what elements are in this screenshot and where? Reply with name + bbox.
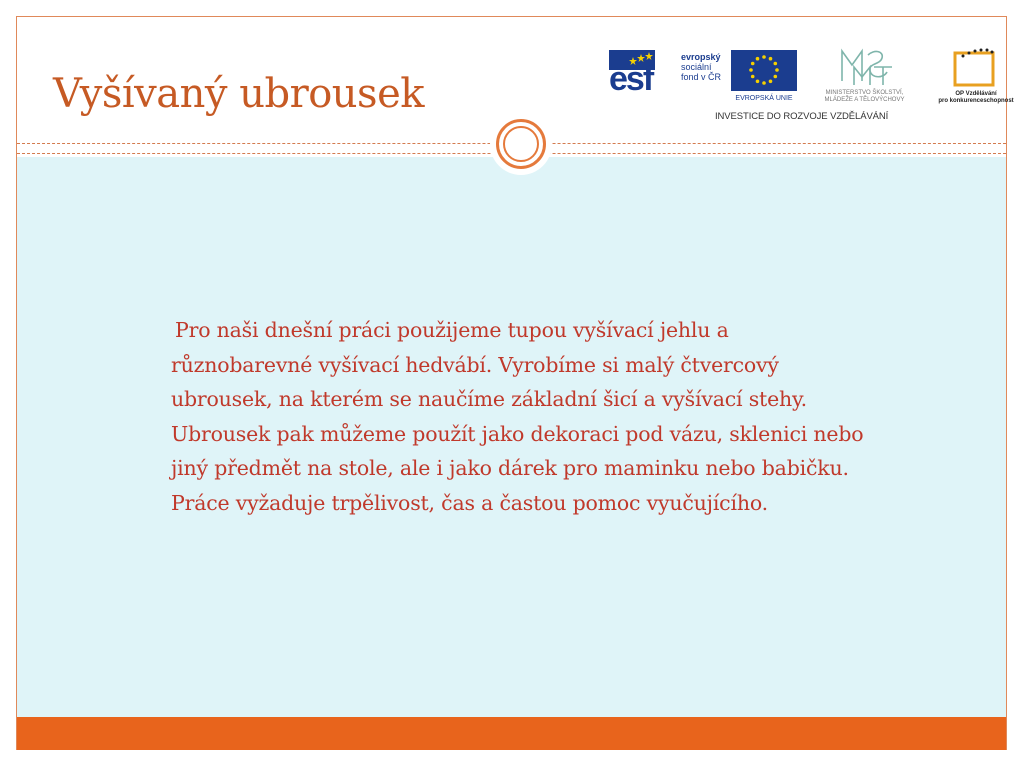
op-caption: [937, 91, 1015, 105]
circle-ornament-outer: [496, 119, 546, 169]
msmt-caption-line2: MLÁDEŽE A TĚLOVÝCHOVY: [824, 97, 905, 103]
esf-text: [681, 52, 721, 82]
esf-logo: [609, 46, 725, 94]
esf-text-line1: evropský: [681, 52, 721, 62]
body-text: Pro naši dnešní práci použijeme tupou vyšívací jehlu a různobarevné vyšívací hedvábí. Vyrobíme si malý čtvercový ubrousek, na kterém se naučíme základní šicí a vyšívací stehy. Ubrousek pak můžeme použít jako dekoraci pod vázu, sklenici nebo jiný předmět na stole, ale i jako dárek pro maminku nebo babičku. Práce vyžaduje trpělivost, čas a častou pomoc vyučujícího.: [171, 318, 864, 515]
op-caption-line2: pro konkurenceschopnost: [938, 98, 1014, 104]
circle-ornament-inner: [503, 126, 539, 162]
esf-text-line3: fond v ČR: [681, 72, 722, 82]
content-area: [17, 157, 1006, 717]
logos-strip: [609, 31, 1014, 123]
accent-bar: [17, 717, 1006, 750]
msmt-logo: [802, 45, 927, 105]
eu-logo: [729, 48, 799, 103]
msmt-caption-line1: MINISTERSTVO ŠKOLSTVÍ,: [825, 90, 904, 96]
circle-ornament: [490, 113, 552, 175]
msmt-mark-icon: [802, 45, 927, 89]
slide-title: Vyšívaný ubrousek: [53, 71, 424, 117]
esf-mark-icon: [609, 46, 681, 94]
msmt-mark-text: MŠMT: [802, 45, 805, 46]
esf-text-line2: sociální: [681, 62, 712, 72]
op-logo: [937, 47, 1014, 107]
op-mark-icon: [937, 47, 1015, 91]
eu-flag-icon: [729, 48, 799, 93]
msmt-caption: [802, 90, 927, 104]
slide: [16, 16, 1014, 750]
logos-caption: INVESTICE DO ROZVOJE VZDĚLÁVÁNÍ: [715, 111, 889, 122]
eu-caption: EVROPSKÁ UNIE: [735, 95, 793, 102]
op-caption-line1: OP Vzdělávání: [955, 91, 997, 97]
esf-mark-text: esf: [609, 60, 653, 94]
